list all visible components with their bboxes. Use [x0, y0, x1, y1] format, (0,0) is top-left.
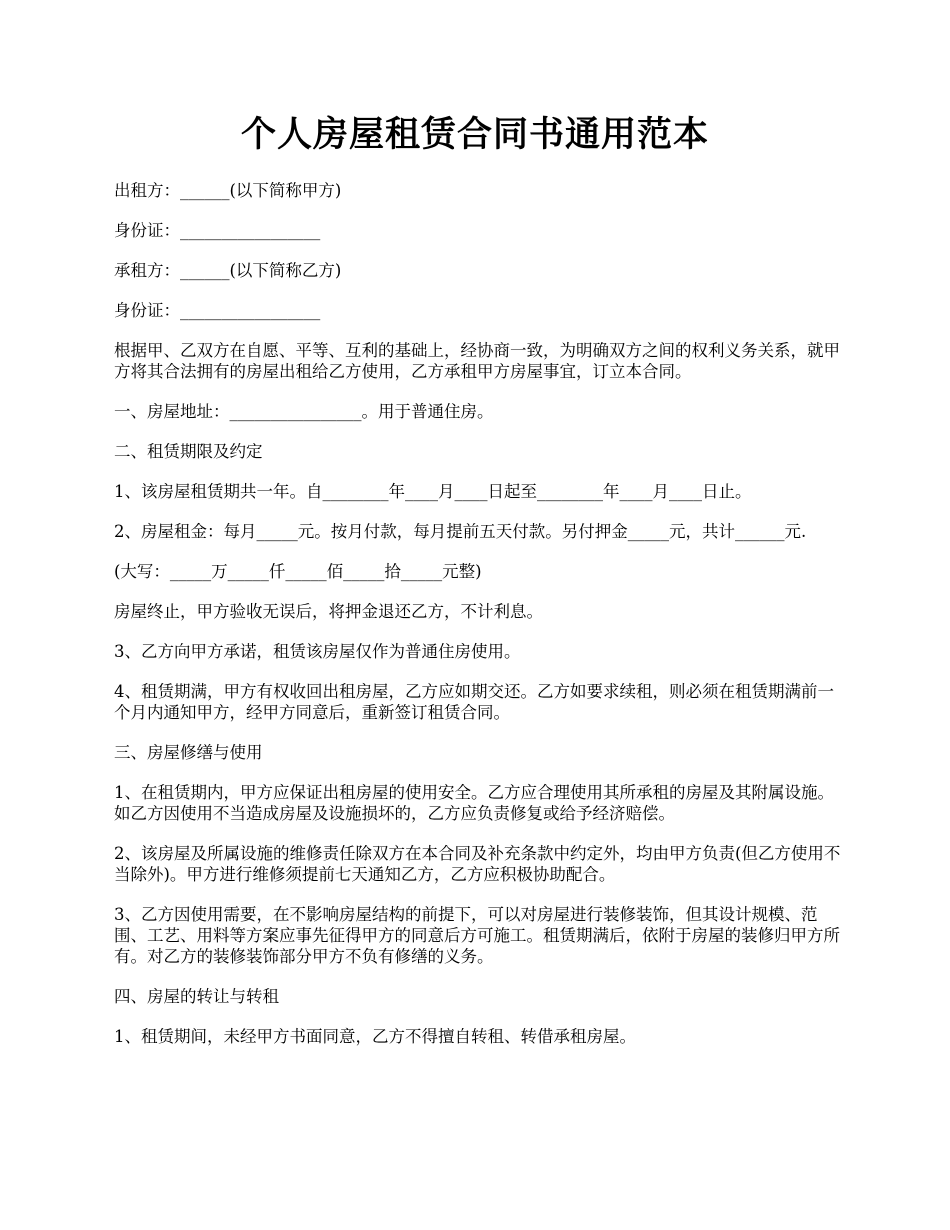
clause-2-1: 1、该房屋租赁期共一年。自________年____月____日起至________年____月____日止。 [114, 482, 752, 501]
clause-2-2: 2、房屋租金：每月_____元。按月付款，每月提前五天付款。另付押金_____元，共计______元. [114, 522, 807, 541]
party-b-id-line: 身份证：_________________ [114, 301, 321, 320]
document-title: 个人房屋租赁合同书通用范本 [240, 114, 709, 155]
section-3-heading: 三、房屋修缮与使用 [114, 743, 263, 762]
clause-2-3: 3、乙方向甲方承诺，租赁该房屋仅作为普通住房使用。 [114, 642, 521, 661]
clause-3-3: 3、乙方因使用需要，在不影响房屋结构的前提下，可以对房屋进行装修装饰，但其设计规模、范围、工艺、用料等方案应事先征得甲方的同意后方可施工。租赁期满后，依附于房屋的装修归甲方所有。对乙方的装修装饰部分甲方不负有修缮的义务。 [114, 905, 840, 966]
party-a-id-line: 身份证：_________________ [114, 221, 321, 240]
clause-4-1: 1、租赁期间，未经甲方书面同意，乙方不得擅自转租、转借承租房屋。 [114, 1027, 636, 1046]
party-a-line: 出租方：______(以下简称甲方) [114, 181, 342, 200]
section-2-heading: 二、租赁期限及约定 [114, 442, 263, 461]
clause-3-1: 1、在租赁期内，甲方应保证出租房屋的使用安全。乙方应合理使用其所承租的房屋及其附属设施。如乙方因使用不当造成房屋及设施损坏的，乙方应负责修复或给予经济赔偿。 [114, 783, 834, 823]
section-1-address: 一、房屋地址：________________。用于普通住房。 [114, 402, 494, 421]
preamble-paragraph: 根据甲、乙双方在自愿、平等、互利的基础上，经协商一致，为明确双方之间的权利义务关系，就甲方将其合法拥有的房屋出租给乙方使用，乙方承租甲方房屋事宜，订立本合同。 [114, 341, 840, 381]
clause-2-4: 4、租赁期满，甲方有权收回出租房屋，乙方应如期交还。乙方如要求续租，则必须在租赁期满前一个月内通知甲方，经甲方同意后，重新签订租赁合同。 [114, 682, 834, 722]
section-4-heading: 四、房屋的转让与转租 [114, 987, 279, 1006]
clause-2-2-amount-in-words: (大写：_____万_____仟_____佰_____拾_____元整) [114, 562, 482, 581]
clause-3-2: 2、该房屋及所属设施的维修责任除双方在本合同及补充条款中约定外，均由甲方负责(但乙方使用不当除外)。甲方进行维修须提前七天通知乙方，乙方应积极协助配合。 [114, 844, 841, 884]
document-body [114, 180, 842, 1066]
clause-2-2-deposit-refund: 房屋终止，甲方验收无误后，将押金退还乙方，不计利息。 [114, 602, 543, 621]
party-b-line: 承租方：______(以下简称乙方) [114, 261, 342, 280]
